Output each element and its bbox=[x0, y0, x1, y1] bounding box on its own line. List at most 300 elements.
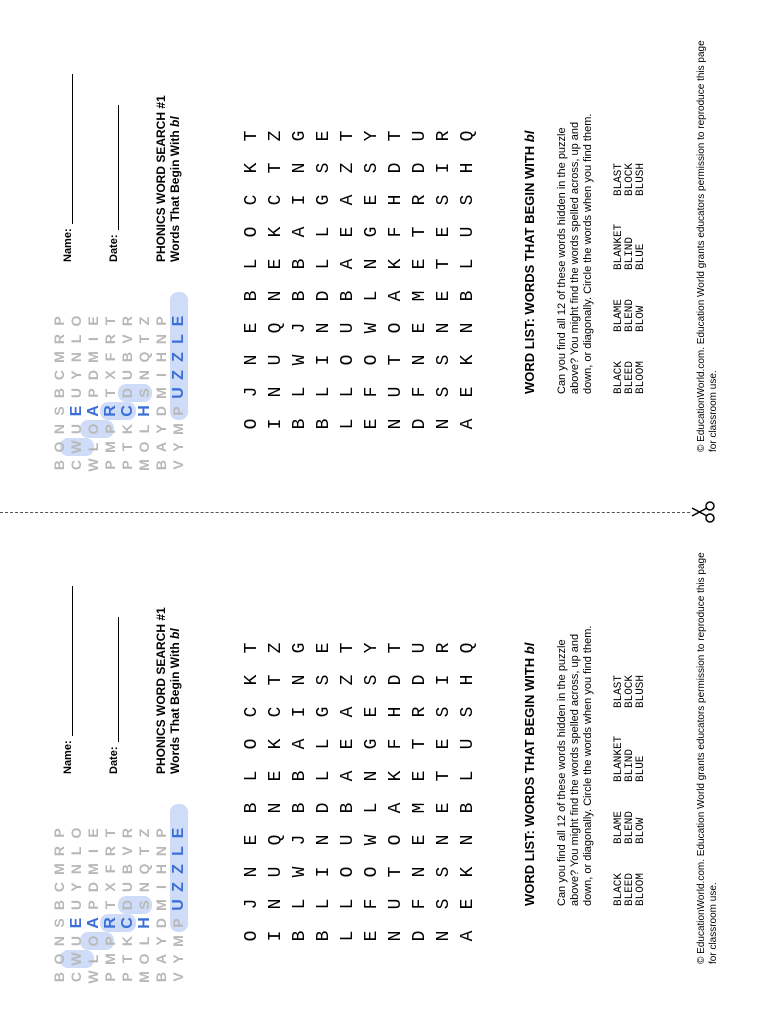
grid-letter[interactable]: G bbox=[362, 738, 382, 750]
grid-letter[interactable]: N bbox=[410, 866, 430, 878]
logo-letter: U bbox=[68, 387, 84, 399]
grid-letter[interactable]: L bbox=[290, 898, 310, 910]
grid-letter[interactable]: N bbox=[266, 898, 286, 910]
grid-letter[interactable]: E bbox=[362, 418, 382, 430]
grid-letter[interactable]: I bbox=[266, 418, 286, 430]
grid-letter[interactable]: K bbox=[266, 226, 286, 238]
word-item: BLACK bbox=[613, 872, 625, 906]
grid-letter[interactable]: E bbox=[410, 258, 430, 270]
word-item: BLANKET bbox=[613, 223, 625, 270]
grid-letter[interactable]: K bbox=[242, 674, 262, 686]
logo-row bbox=[171, 824, 186, 986]
grid-letter[interactable]: D bbox=[410, 418, 430, 430]
grid-row bbox=[456, 120, 480, 440]
grid-letter[interactable]: Q bbox=[266, 322, 286, 334]
grid-letter[interactable]: S bbox=[434, 866, 454, 878]
grid-letter[interactable]: B bbox=[338, 290, 358, 302]
logo-letter: N bbox=[153, 845, 169, 857]
grid-letter[interactable]: L bbox=[314, 386, 334, 398]
grid-letter[interactable]: K bbox=[458, 866, 478, 878]
grid-letter[interactable]: I bbox=[314, 354, 334, 366]
logo-letter: D bbox=[153, 405, 169, 417]
grid-letter[interactable]: T bbox=[386, 130, 406, 142]
grid-letter[interactable]: W bbox=[290, 354, 310, 366]
grid-letter[interactable]: F bbox=[410, 898, 430, 910]
logo-letter: E bbox=[68, 405, 85, 417]
grid-letter[interactable]: B bbox=[290, 258, 310, 270]
grid-letter[interactable]: E bbox=[458, 898, 478, 910]
grid-letter[interactable]: N bbox=[362, 258, 382, 270]
logo-letter: M bbox=[102, 441, 118, 453]
grid-letter[interactable]: U bbox=[386, 386, 406, 398]
grid-letter[interactable]: E bbox=[314, 130, 334, 142]
grid-letter[interactable]: I bbox=[434, 162, 454, 174]
logo-letter: E bbox=[85, 828, 101, 838]
grid-letter[interactable]: W bbox=[362, 834, 382, 846]
grid-letter[interactable]: A bbox=[290, 738, 310, 750]
grid-letter[interactable]: N bbox=[314, 322, 334, 334]
grid-letter[interactable]: E bbox=[434, 802, 454, 814]
logo-letter: P bbox=[85, 900, 101, 910]
grid-letter[interactable]: L bbox=[242, 770, 262, 782]
grid-letter[interactable]: N bbox=[458, 834, 478, 846]
logo-letter: Y bbox=[153, 936, 169, 946]
word-column bbox=[614, 782, 647, 844]
grid-letter[interactable]: L bbox=[338, 418, 358, 430]
grid-letter[interactable]: B bbox=[290, 770, 310, 782]
logo-letter: V bbox=[119, 846, 135, 856]
grid-letter[interactable]: L bbox=[314, 258, 334, 270]
logo-letter: P bbox=[102, 460, 118, 470]
grid-letter[interactable]: O bbox=[242, 738, 262, 750]
grid-letter[interactable]: E bbox=[362, 930, 382, 942]
logo-letter: C bbox=[68, 459, 84, 471]
grid-letter[interactable]: K bbox=[266, 738, 286, 750]
grid-letter[interactable]: O bbox=[386, 322, 406, 334]
name-field[interactable]: Name: bbox=[62, 586, 74, 774]
grid-letter[interactable]: O bbox=[242, 930, 262, 942]
logo-letter: F bbox=[102, 352, 118, 362]
grid-letter[interactable]: U bbox=[410, 130, 430, 142]
grid-letter[interactable]: G bbox=[290, 642, 310, 654]
grid-letter[interactable]: O bbox=[362, 866, 382, 878]
grid-letter[interactable]: R bbox=[410, 706, 430, 718]
grid-letter[interactable]: A bbox=[386, 802, 406, 814]
word-column bbox=[614, 708, 647, 782]
grid-letter[interactable]: M bbox=[410, 290, 430, 302]
word-item: BLOW bbox=[635, 817, 647, 844]
word-list-title: WORD LIST: WORDS THAT BEGIN WITH bl bbox=[522, 642, 537, 906]
grid-row bbox=[384, 632, 408, 952]
logo-letter: T bbox=[102, 388, 118, 398]
word-column bbox=[614, 270, 647, 332]
grid-letter[interactable]: F bbox=[410, 386, 430, 398]
grid-letter[interactable]: K bbox=[242, 162, 262, 174]
grid-letter[interactable]: L bbox=[242, 258, 262, 270]
grid-letter[interactable]: S bbox=[458, 706, 478, 718]
logo-letter: E bbox=[68, 917, 85, 929]
grid-letter[interactable]: E bbox=[266, 770, 286, 782]
grid-letter[interactable]: H bbox=[458, 162, 478, 174]
grid-letter[interactable]: S bbox=[434, 194, 454, 206]
grid-letter[interactable]: B bbox=[314, 418, 334, 430]
grid-letter[interactable]: Y bbox=[362, 642, 382, 654]
grid-letter[interactable]: L bbox=[362, 802, 382, 814]
grid-letter[interactable]: C bbox=[266, 706, 286, 718]
word-item: BLIND bbox=[624, 236, 636, 270]
grid-letter[interactable]: O bbox=[338, 866, 358, 878]
grid-letter[interactable]: A bbox=[338, 706, 358, 718]
grid-letter[interactable]: L bbox=[458, 258, 478, 270]
logo-letter: R bbox=[119, 315, 135, 327]
grid-letter[interactable]: B bbox=[242, 290, 262, 302]
grid-letter[interactable]: U bbox=[266, 354, 286, 366]
word-list bbox=[614, 134, 647, 394]
grid-letter[interactable]: L bbox=[458, 770, 478, 782]
grid-letter[interactable]: S bbox=[362, 162, 382, 174]
copyright-notice: © EducationWorld.com. Education World grants educators permission to reproduce this page for classroom use. bbox=[696, 40, 719, 452]
grid-letter[interactable]: R bbox=[434, 130, 454, 142]
grid-letter[interactable]: N bbox=[434, 834, 454, 846]
logo-letter: P bbox=[102, 424, 118, 434]
logo-letter: T bbox=[136, 846, 152, 856]
grid-letter[interactable]: H bbox=[458, 674, 478, 686]
grid-letter[interactable]: U bbox=[338, 834, 358, 846]
grid-letter[interactable]: N bbox=[434, 418, 454, 430]
grid-letter[interactable]: R bbox=[434, 642, 454, 654]
logo-letter: X bbox=[102, 882, 118, 892]
grid-letter[interactable]: K bbox=[386, 770, 406, 782]
grid-letter[interactable]: N bbox=[290, 674, 310, 686]
worksheet-rotated bbox=[0, 512, 770, 1024]
logo-letter: R bbox=[102, 845, 118, 857]
grid-letter[interactable]: N bbox=[242, 866, 262, 878]
logo-row bbox=[103, 312, 118, 474]
grid-letter[interactable]: Q bbox=[458, 130, 478, 142]
grid-letter[interactable]: S bbox=[434, 706, 454, 718]
grid-letter[interactable]: E bbox=[242, 834, 262, 846]
grid-letter[interactable]: C bbox=[242, 706, 262, 718]
grid-letter[interactable]: Z bbox=[266, 642, 286, 654]
grid-letter[interactable]: F bbox=[362, 386, 382, 398]
logo-letter: U bbox=[68, 935, 84, 947]
grid-letter[interactable]: N bbox=[410, 354, 430, 366]
grid-letter[interactable]: A bbox=[338, 770, 358, 782]
logo-letter: D bbox=[85, 369, 101, 381]
grid-letter[interactable]: D bbox=[314, 802, 334, 814]
grid-letter[interactable]: A bbox=[290, 226, 310, 238]
grid-letter[interactable]: B bbox=[338, 802, 358, 814]
grid-letter[interactable]: T bbox=[242, 130, 262, 142]
grid-letter[interactable]: U bbox=[458, 226, 478, 238]
grid-letter[interactable]: L bbox=[338, 930, 358, 942]
grid-letter[interactable]: O bbox=[386, 834, 406, 846]
grid-letter[interactable]: S bbox=[314, 162, 334, 174]
grid-letter[interactable]: T bbox=[386, 354, 406, 366]
grid-letter[interactable]: L bbox=[314, 898, 334, 910]
grid-letter[interactable]: E bbox=[362, 706, 382, 718]
logo-letter: Y bbox=[170, 442, 186, 452]
grid-letter[interactable]: T bbox=[386, 642, 406, 654]
logo-letter: N bbox=[51, 423, 67, 435]
logo-letter: A bbox=[153, 953, 169, 965]
grid-letter[interactable]: T bbox=[434, 770, 454, 782]
date-field[interactable]: Date: bbox=[108, 617, 120, 774]
grid-letter[interactable]: N bbox=[314, 834, 334, 846]
grid-letter[interactable]: S bbox=[434, 898, 454, 910]
logo-letter: Z bbox=[170, 882, 187, 892]
grid-letter[interactable]: J bbox=[242, 898, 262, 910]
grid-letter[interactable]: E bbox=[410, 322, 430, 334]
grid-letter[interactable]: U bbox=[458, 738, 478, 750]
grid-letter[interactable]: E bbox=[434, 226, 454, 238]
logo-letter: E bbox=[170, 827, 187, 839]
grid-letter[interactable]: Q bbox=[266, 834, 286, 846]
grid-letter[interactable]: L bbox=[338, 386, 358, 398]
grid-letter[interactable]: G bbox=[290, 130, 310, 142]
logo-letter: W bbox=[68, 952, 84, 966]
grid-row bbox=[312, 632, 336, 952]
grid-letter[interactable]: I bbox=[266, 930, 286, 942]
logo-letter: H bbox=[136, 405, 153, 417]
grid-letter[interactable]: F bbox=[386, 226, 406, 238]
grid-letter[interactable]: T bbox=[338, 130, 358, 142]
grid-letter[interactable]: T bbox=[386, 866, 406, 878]
grid-letter[interactable]: L bbox=[338, 898, 358, 910]
logo-letter: P bbox=[153, 828, 169, 838]
grid-letter[interactable]: G bbox=[314, 194, 334, 206]
grid-letter[interactable]: Z bbox=[338, 674, 358, 686]
name-field[interactable]: Name: bbox=[62, 74, 74, 262]
grid-letter[interactable]: Z bbox=[266, 130, 286, 142]
grid-letter[interactable]: S bbox=[434, 386, 454, 398]
grid-letter[interactable]: G bbox=[314, 706, 334, 718]
logo-letter: C bbox=[51, 881, 67, 893]
grid-letter[interactable]: E bbox=[434, 290, 454, 302]
logo-letter: T bbox=[102, 900, 118, 910]
grid-letter[interactable]: L bbox=[290, 386, 310, 398]
grid-letter[interactable]: H bbox=[386, 194, 406, 206]
grid-letter[interactable]: L bbox=[314, 770, 334, 782]
logo-letter: H bbox=[136, 917, 153, 929]
word-item: BLEND bbox=[624, 298, 636, 332]
grid-letter[interactable]: S bbox=[458, 194, 478, 206]
education-world-logo bbox=[52, 824, 188, 986]
grid-letter[interactable]: T bbox=[410, 738, 430, 750]
grid-letter[interactable]: E bbox=[458, 386, 478, 398]
grid-letter[interactable]: K bbox=[458, 354, 478, 366]
grid-letter[interactable]: N bbox=[386, 418, 406, 430]
grid-letter[interactable]: J bbox=[242, 386, 262, 398]
grid-letter[interactable]: C bbox=[242, 194, 262, 206]
grid-letter[interactable]: D bbox=[386, 162, 406, 174]
grid-letter[interactable]: B bbox=[290, 290, 310, 302]
word-column bbox=[614, 196, 647, 270]
logo-letter: P bbox=[119, 972, 135, 982]
logo-letter: O bbox=[51, 441, 67, 453]
grid-letter[interactable]: N bbox=[434, 322, 454, 334]
grid-letter[interactable]: N bbox=[242, 354, 262, 366]
grid-letter[interactable]: A bbox=[458, 930, 478, 942]
grid-letter[interactable]: E bbox=[410, 834, 430, 846]
word-item: BLUSH bbox=[635, 674, 647, 708]
logo-letter: U bbox=[119, 881, 135, 893]
grid-letter[interactable]: U bbox=[410, 642, 430, 654]
grid-letter[interactable]: B bbox=[290, 418, 310, 430]
date-field[interactable]: Date: bbox=[108, 105, 120, 262]
grid-letter[interactable]: L bbox=[362, 290, 382, 302]
logo-letter: P bbox=[170, 918, 186, 928]
word-column bbox=[614, 646, 647, 708]
grid-letter[interactable]: N bbox=[362, 770, 382, 782]
logo-letter: L bbox=[68, 334, 84, 344]
logo-letter: S bbox=[136, 388, 152, 398]
grid-letter[interactable]: N bbox=[458, 322, 478, 334]
grid-letter[interactable]: A bbox=[386, 290, 406, 302]
grid-letter[interactable]: B bbox=[458, 290, 478, 302]
grid-letter[interactable]: E bbox=[338, 738, 358, 750]
grid-letter[interactable]: L bbox=[314, 226, 334, 238]
grid-letter[interactable]: E bbox=[266, 258, 286, 270]
grid-letter[interactable]: T bbox=[266, 162, 286, 174]
grid-letter[interactable]: N bbox=[386, 930, 406, 942]
logo-letter: V bbox=[170, 972, 186, 982]
logo-letter: B bbox=[153, 459, 169, 471]
word-column bbox=[614, 844, 647, 906]
grid-letter[interactable]: Q bbox=[458, 642, 478, 654]
grid-letter[interactable]: Y bbox=[362, 130, 382, 142]
logo-letter: M bbox=[51, 351, 67, 363]
grid-letter[interactable]: U bbox=[266, 866, 286, 878]
grid-letter[interactable]: B bbox=[290, 930, 310, 942]
grid-row bbox=[240, 632, 264, 952]
grid-letter[interactable]: M bbox=[410, 802, 430, 814]
logo-letter: T bbox=[102, 316, 118, 326]
grid-letter[interactable]: E bbox=[338, 226, 358, 238]
grid-letter[interactable]: O bbox=[362, 354, 382, 366]
grid-letter[interactable]: N bbox=[290, 162, 310, 174]
grid-letter[interactable]: S bbox=[362, 674, 382, 686]
grid-letter[interactable]: B bbox=[290, 802, 310, 814]
cut-line bbox=[0, 512, 690, 513]
grid-letter[interactable]: B bbox=[458, 802, 478, 814]
grid-letter[interactable]: Z bbox=[338, 162, 358, 174]
logo-letter: L bbox=[68, 846, 84, 856]
word-column bbox=[614, 332, 647, 394]
grid-letter[interactable]: E bbox=[434, 738, 454, 750]
logo-letter: Z bbox=[170, 864, 187, 874]
grid-letter[interactable]: G bbox=[362, 226, 382, 238]
logo-letter: M bbox=[153, 899, 169, 911]
grid-letter[interactable]: I bbox=[290, 706, 310, 718]
grid-letter[interactable]: K bbox=[386, 258, 406, 270]
grid-letter[interactable]: F bbox=[362, 898, 382, 910]
logo-row bbox=[69, 312, 84, 474]
grid-letter[interactable]: L bbox=[314, 738, 334, 750]
grid-letter[interactable]: T bbox=[434, 258, 454, 270]
grid-letter[interactable]: E bbox=[362, 194, 382, 206]
grid-letter[interactable]: T bbox=[242, 642, 262, 654]
grid-letter[interactable]: N bbox=[434, 930, 454, 942]
grid-letter[interactable]: C bbox=[266, 194, 286, 206]
logo-letter: O bbox=[68, 827, 84, 839]
logo-letter: P bbox=[119, 460, 135, 470]
logo-letter: O bbox=[136, 953, 152, 965]
logo-letter: L bbox=[136, 936, 152, 946]
logo-letter: P bbox=[51, 828, 67, 838]
grid-letter[interactable]: F bbox=[386, 738, 406, 750]
logo-letter: R bbox=[51, 845, 67, 857]
logo-letter: M bbox=[102, 953, 118, 965]
logo-letter: M bbox=[85, 863, 101, 875]
word-item: BLEND bbox=[624, 810, 636, 844]
grid-letter[interactable]: A bbox=[338, 194, 358, 206]
grid-letter[interactable]: E bbox=[242, 322, 262, 334]
word-item: BLOOM bbox=[635, 872, 647, 906]
grid-letter[interactable]: W bbox=[290, 866, 310, 878]
grid-letter[interactable]: D bbox=[314, 290, 334, 302]
grid-letter[interactable]: D bbox=[410, 674, 430, 686]
grid-row bbox=[360, 632, 384, 952]
grid-letter[interactable]: N bbox=[266, 386, 286, 398]
grid-letter[interactable]: O bbox=[242, 226, 262, 238]
logo-letter: Z bbox=[136, 316, 152, 326]
word-item: BLIND bbox=[624, 748, 636, 782]
grid-letter[interactable]: E bbox=[314, 642, 334, 654]
grid-letter[interactable]: I bbox=[290, 194, 310, 206]
grid-letter[interactable]: J bbox=[290, 322, 310, 334]
grid-letter[interactable]: N bbox=[266, 802, 286, 814]
grid-letter[interactable]: N bbox=[266, 290, 286, 302]
grid-letter[interactable]: U bbox=[386, 898, 406, 910]
word-item: BLAME bbox=[613, 810, 625, 844]
grid-letter[interactable]: D bbox=[410, 162, 430, 174]
grid-letter[interactable]: R bbox=[410, 194, 430, 206]
grid-letter[interactable]: E bbox=[410, 770, 430, 782]
logo-letter: P bbox=[102, 936, 118, 946]
logo-letter: E bbox=[170, 315, 187, 327]
grid-letter[interactable]: S bbox=[314, 674, 334, 686]
grid-letter[interactable]: H bbox=[386, 706, 406, 718]
worksheet-copy-bottom bbox=[0, 512, 770, 1024]
grid-letter[interactable]: S bbox=[434, 354, 454, 366]
grid-letter[interactable]: I bbox=[314, 866, 334, 878]
grid-letter[interactable]: O bbox=[338, 354, 358, 366]
grid-letter[interactable]: I bbox=[434, 674, 454, 686]
grid-letter[interactable]: A bbox=[338, 258, 358, 270]
logo-letter: U bbox=[68, 899, 84, 911]
grid-letter[interactable]: J bbox=[290, 834, 310, 846]
grid-letter[interactable]: A bbox=[458, 418, 478, 430]
grid-row bbox=[264, 632, 288, 952]
logo-letter: V bbox=[119, 334, 135, 344]
grid-letter[interactable]: T bbox=[266, 674, 286, 686]
grid-letter[interactable]: W bbox=[362, 322, 382, 334]
grid-letter[interactable]: B bbox=[314, 930, 334, 942]
logo-row bbox=[69, 824, 84, 986]
logo-letter: R bbox=[102, 405, 119, 417]
logo-letter: W bbox=[85, 458, 101, 472]
grid-letter[interactable]: U bbox=[338, 322, 358, 334]
grid-letter[interactable]: T bbox=[338, 642, 358, 654]
grid-letter[interactable]: T bbox=[410, 226, 430, 238]
grid-letter[interactable]: D bbox=[386, 674, 406, 686]
grid-letter[interactable]: O bbox=[242, 418, 262, 430]
word-item: BLAME bbox=[613, 298, 625, 332]
grid-letter[interactable]: D bbox=[410, 930, 430, 942]
grid-letter[interactable]: B bbox=[242, 802, 262, 814]
logo-letter: O bbox=[85, 935, 101, 947]
